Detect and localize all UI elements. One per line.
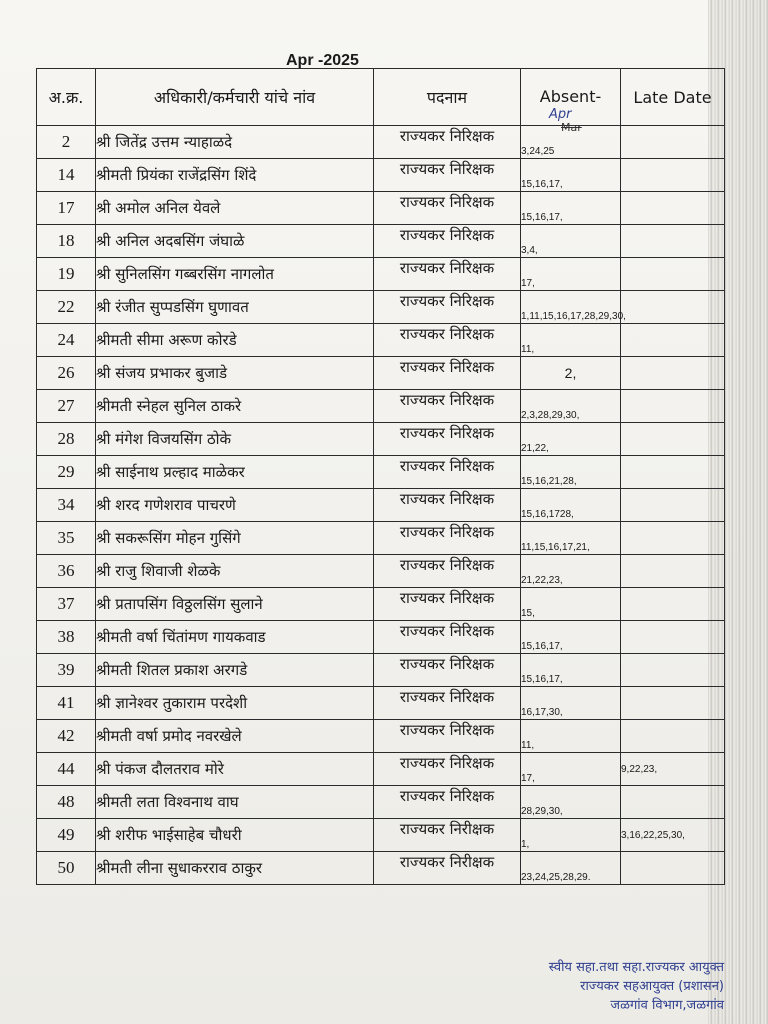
row-late-dates <box>621 258 725 291</box>
row-serial: 29 <box>37 456 96 489</box>
row-name: श्री रंजीत सुप्पडसिंग घुणावत <box>96 291 374 324</box>
row-serial: 41 <box>37 687 96 720</box>
row-post: राज्यकर निरिक्षक <box>374 753 521 786</box>
row-serial: 42 <box>37 720 96 753</box>
row-post: राज्यकर निरिक्षक <box>374 258 521 291</box>
row-late-dates <box>621 390 725 423</box>
row-absent-dates: 11, <box>521 324 621 357</box>
table-row <box>37 819 725 852</box>
header-absent-label: Absent- <box>539 87 602 106</box>
table-row <box>37 456 725 489</box>
row-post: राज्यकर निरिक्षक <box>374 357 521 390</box>
row-absent-dates: 1, <box>521 819 621 852</box>
table-row <box>37 324 725 357</box>
row-serial: 38 <box>37 621 96 654</box>
row-serial: 37 <box>37 588 96 621</box>
row-absent-dates: 16,17,30, <box>521 687 621 720</box>
row-late-dates <box>621 423 725 456</box>
row-post: राज्यकर निरिक्षक <box>374 555 521 588</box>
row-name: श्रीमती शितल प्रकाश अरगडे <box>96 654 374 687</box>
header-late-date: Late Date <box>621 69 725 126</box>
document-title: Apr -2025 <box>286 52 359 69</box>
row-late-dates <box>621 555 725 588</box>
row-late-dates <box>621 489 725 522</box>
row-name: श्री सुनिलसिंग गब्बरसिंग नागलोत <box>96 258 374 291</box>
row-post: राज्यकर निरिक्षक <box>374 786 521 819</box>
row-serial: 18 <box>37 225 96 258</box>
signature-stamp <box>478 958 724 1015</box>
table-row <box>37 786 725 819</box>
row-absent-dates: 15, <box>521 588 621 621</box>
header-absent-handwritten-month: Apr <box>549 107 572 122</box>
row-serial: 48 <box>37 786 96 819</box>
table-row <box>37 126 725 159</box>
header-post: पदनाम <box>374 69 521 126</box>
row-name: श्री राजु शिवाजी शेळके <box>96 555 374 588</box>
row-post: राज्यकर निरिक्षक <box>374 291 521 324</box>
row-post: राज्यकर निरिक्षक <box>374 588 521 621</box>
header-absent-struck-month: Mar <box>561 121 582 134</box>
table-row <box>37 489 725 522</box>
signature-line-1: स्वीय सहा.तथा सहा.राज्यकर आयुक्त <box>548 960 724 975</box>
row-absent-dates: 15,16,17, <box>521 192 621 225</box>
row-name: श्री जितेंद्र उत्तम न्याहाळदे <box>96 126 374 159</box>
row-name: श्रीमती वर्षा प्रमोद नवरखेले <box>96 720 374 753</box>
row-late-dates <box>621 522 725 555</box>
row-name: श्रीमती लता विश्वनाथ वाघ <box>96 786 374 819</box>
row-name: श्रीमती स्नेहल सुनिल ठाकरे <box>96 390 374 423</box>
row-name: श्री ज्ञानेश्वर तुकाराम परदेशी <box>96 687 374 720</box>
row-late-dates <box>621 720 725 753</box>
row-late-dates <box>621 291 725 324</box>
table-row <box>37 621 725 654</box>
row-serial: 44 <box>37 753 96 786</box>
row-late-dates <box>621 357 725 390</box>
row-absent-dates: 15,16,1728, <box>521 489 621 522</box>
row-name: श्रीमती सीमा अरूण कोरडे <box>96 324 374 357</box>
row-late-dates <box>621 687 725 720</box>
row-serial: 49 <box>37 819 96 852</box>
row-absent-dates: 15,16,17, <box>521 621 621 654</box>
row-late-dates <box>621 786 725 819</box>
table-row <box>37 159 725 192</box>
table-row <box>37 588 725 621</box>
row-late-dates <box>621 225 725 258</box>
row-absent-dates: 15,16,17, <box>521 654 621 687</box>
row-serial: 22 <box>37 291 96 324</box>
row-post: राज्यकर निरिक्षक <box>374 324 521 357</box>
row-serial: 24 <box>37 324 96 357</box>
row-absent-dates: 21,22,23, <box>521 555 621 588</box>
row-serial: 19 <box>37 258 96 291</box>
row-serial: 39 <box>37 654 96 687</box>
row-absent-dates: 15,16,21,28, <box>521 456 621 489</box>
row-name: श्री पंकज दौलतराव मोरे <box>96 753 374 786</box>
table-row <box>37 555 725 588</box>
row-post: राज्यकर निरिक्षक <box>374 126 521 159</box>
table-row <box>37 852 725 885</box>
table-row <box>37 720 725 753</box>
table-row <box>37 357 725 390</box>
row-late-dates: 3,16,22,25,30, <box>621 819 725 852</box>
row-serial: 36 <box>37 555 96 588</box>
row-late-dates <box>621 588 725 621</box>
table-row <box>37 687 725 720</box>
row-absent-dates: 11, <box>521 720 621 753</box>
row-serial: 27 <box>37 390 96 423</box>
row-post: राज्यकर निरिक्षक <box>374 489 521 522</box>
row-late-dates <box>621 192 725 225</box>
row-post: राज्यकर निरिक्षक <box>374 390 521 423</box>
row-post: राज्यकर निरीक्षक <box>374 819 521 852</box>
row-post: राज्यकर निरिक्षक <box>374 621 521 654</box>
row-absent-dates: 28,29,30, <box>521 786 621 819</box>
row-post: राज्यकर निरिक्षक <box>374 456 521 489</box>
row-late-dates <box>621 324 725 357</box>
row-serial: 28 <box>37 423 96 456</box>
row-name: श्रीमती वर्षा चिंतांमण गायकवाड <box>96 621 374 654</box>
row-absent-dates: 11,15,16,17,21, <box>521 522 621 555</box>
row-late-dates <box>621 852 725 885</box>
row-absent-dates: 23,24,25,28,29. <box>521 852 621 885</box>
header-absent <box>521 69 621 134</box>
table-row <box>37 225 725 258</box>
attendance-table <box>36 68 725 885</box>
row-absent-dates: 3,4, <box>521 225 621 258</box>
row-name: श्री शरद गणेशराव पाचरणे <box>96 489 374 522</box>
row-serial: 17 <box>37 192 96 225</box>
row-name: श्रीमती लीना सुधाकरराव ठाकुर <box>96 852 374 885</box>
row-name: श्री अनिल अदबसिंग जंघाळे <box>96 225 374 258</box>
row-post: राज्यकर निरीक्षक <box>374 852 521 885</box>
table-row <box>37 753 725 786</box>
row-absent-dates: 17, <box>521 753 621 786</box>
signature-line-3: जळगांव विभाग,जळगांव <box>610 998 724 1013</box>
table-row <box>37 423 725 456</box>
row-absent-dates: 15,16,17, <box>521 159 621 192</box>
row-name: श्री संजय प्रभाकर बुजाडे <box>96 357 374 390</box>
row-post: राज्यकर निरिक्षक <box>374 423 521 456</box>
header-serial: अ.क्र. <box>37 69 96 126</box>
row-post: राज्यकर निरिक्षक <box>374 522 521 555</box>
row-late-dates: 9,22,23, <box>621 753 725 786</box>
row-serial: 2 <box>37 126 96 159</box>
table-row <box>37 192 725 225</box>
row-serial: 34 <box>37 489 96 522</box>
row-serial: 26 <box>37 357 96 390</box>
row-name: श्री शरीफ भाईसाहेब चौधरी <box>96 819 374 852</box>
table-row <box>37 291 725 324</box>
row-late-dates <box>621 654 725 687</box>
row-post: राज्यकर निरिक्षक <box>374 687 521 720</box>
row-post: राज्यकर निरिक्षक <box>374 159 521 192</box>
row-late-dates <box>621 126 725 159</box>
row-late-dates <box>621 456 725 489</box>
row-late-dates <box>621 621 725 654</box>
table-row <box>37 390 725 423</box>
table-row <box>37 654 725 687</box>
row-name: श्री मंगेश विजयसिंग ठोके <box>96 423 374 456</box>
row-name: श्री प्रतापसिंग विठ्ठलसिंग सुलाने <box>96 588 374 621</box>
row-post: राज्यकर निरिक्षक <box>374 225 521 258</box>
signature-line-2: राज्यकर सहआयुक्त (प्रशासन) <box>580 979 724 994</box>
row-name: श्री अमोल अनिल येवले <box>96 192 374 225</box>
row-name: श्री साईनाथ प्रल्हाद माळेकर <box>96 456 374 489</box>
row-absent-dates: 3,24,25 <box>521 126 621 159</box>
table-row <box>37 258 725 291</box>
row-absent-dates: 1,11,15,16,17,28,29,30, <box>521 291 621 324</box>
row-serial: 35 <box>37 522 96 555</box>
table-header-row <box>37 69 725 126</box>
row-post: राज्यकर निरिक्षक <box>374 192 521 225</box>
row-absent-dates: 17, <box>521 258 621 291</box>
row-name: श्री सकरूसिंग मोहन गुसिंगे <box>96 522 374 555</box>
row-post: राज्यकर निरिक्षक <box>374 720 521 753</box>
table-row <box>37 522 725 555</box>
row-absent-dates: 21,22, <box>521 423 621 456</box>
row-late-dates <box>621 159 725 192</box>
row-absent-dates: 2,3,28,29,30, <box>521 390 621 423</box>
row-serial: 14 <box>37 159 96 192</box>
row-absent-dates: 2, <box>521 357 621 390</box>
row-serial: 50 <box>37 852 96 885</box>
header-name: अधिकारी/कर्मचारी यांचे नांव <box>96 69 374 126</box>
row-name: श्रीमती प्रियंका राजेंद्रसिंग शिंदे <box>96 159 374 192</box>
table-body <box>37 126 725 885</box>
row-post: राज्यकर निरिक्षक <box>374 654 521 687</box>
